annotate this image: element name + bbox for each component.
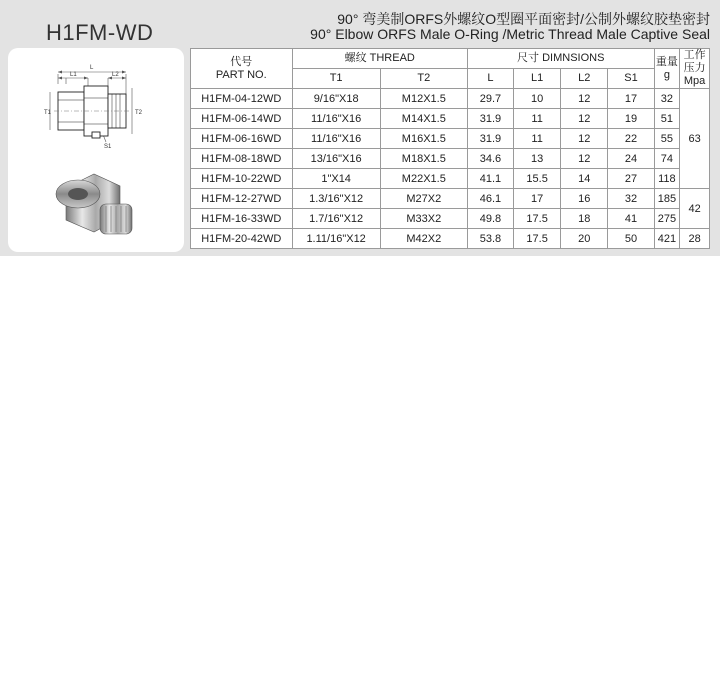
cell-t1: 1"X14 xyxy=(292,169,380,189)
product-figure xyxy=(8,48,184,252)
cell-part: H1FM-12-27WD xyxy=(191,189,293,209)
cell-t2: M12X1.5 xyxy=(380,89,467,109)
table-row xyxy=(191,229,710,249)
cell-l1: 13 xyxy=(514,149,561,169)
cell-part: H1FM-20-42WD xyxy=(191,229,293,249)
cell-pressure: 28 xyxy=(680,229,710,249)
cell-l: 53.8 xyxy=(467,229,513,249)
cell-weight: 51 xyxy=(654,109,680,129)
cell-l2: 16 xyxy=(561,189,608,209)
header-t2: T2 xyxy=(380,69,467,89)
header-l2: L2 xyxy=(561,69,608,89)
header-pressure: 工作 压力 Mpa xyxy=(680,49,710,89)
table-row xyxy=(191,109,710,129)
cell-weight: 32 xyxy=(654,89,680,109)
header-weight: 重量 g xyxy=(654,49,680,89)
cell-t2: M42X2 xyxy=(380,229,467,249)
cell-t2: M33X2 xyxy=(380,209,467,229)
cell-l2: 14 xyxy=(561,169,608,189)
header-dimensions: 尺寸 DIMNSIONS xyxy=(467,49,654,69)
label-T2: T2 xyxy=(135,110,143,116)
table-row xyxy=(191,169,710,189)
label-L1: L1 xyxy=(70,72,77,78)
cell-s1: 19 xyxy=(608,109,654,129)
table-row xyxy=(191,189,710,209)
label-T1: T1 xyxy=(44,110,52,116)
cell-weight: 185 xyxy=(654,189,680,209)
cell-l2: 12 xyxy=(561,149,608,169)
header-s1: S1 xyxy=(608,69,654,89)
cell-weight: 275 xyxy=(654,209,680,229)
cell-weight: 55 xyxy=(654,129,680,149)
header-thread: 螺纹 THREAD xyxy=(292,49,467,69)
table-row xyxy=(191,209,710,229)
cell-t2: M22X1.5 xyxy=(380,169,467,189)
cell-l1: 10 xyxy=(514,89,561,109)
product-title-cn: 90° 弯美制ORFS外螺纹O型圈平面密封/公制外螺纹胶垫密封 xyxy=(337,11,710,27)
cell-s1: 32 xyxy=(608,189,654,209)
cell-weight: 118 xyxy=(654,169,680,189)
cell-l2: 12 xyxy=(561,89,608,109)
cell-t1: 1.7/16"X12 xyxy=(292,209,380,229)
cell-l1: 11 xyxy=(514,129,561,149)
cell-t2: M27X2 xyxy=(380,189,467,209)
cell-l2: 20 xyxy=(561,229,608,249)
cell-l: 46.1 xyxy=(467,189,513,209)
header-part-no: 代号 PART NO. xyxy=(191,49,293,89)
cell-l1: 11 xyxy=(514,109,561,129)
label-L2: L2 xyxy=(112,72,119,78)
cell-l2: 12 xyxy=(561,109,608,129)
cell-l: 34.6 xyxy=(467,149,513,169)
cell-t2: M18X1.5 xyxy=(380,149,467,169)
model-title: H1FM-WD xyxy=(46,20,154,45)
cell-s1: 22 xyxy=(608,129,654,149)
cell-l: 29.7 xyxy=(467,89,513,109)
cell-part: H1FM-16-33WD xyxy=(191,209,293,229)
table-row xyxy=(191,89,710,109)
cell-s1: 41 xyxy=(608,209,654,229)
cell-s1: 17 xyxy=(608,89,654,109)
table-row xyxy=(191,129,710,149)
cell-l2: 12 xyxy=(561,129,608,149)
cell-l2: 18 xyxy=(561,209,608,229)
cell-t1: 1.3/16"X12 xyxy=(292,189,380,209)
cell-l: 31.9 xyxy=(467,109,513,129)
fitting-photo xyxy=(56,174,132,234)
cell-l1: 17.5 xyxy=(514,209,561,229)
cell-s1: 24 xyxy=(608,149,654,169)
cell-weight: 74 xyxy=(654,149,680,169)
cell-part: H1FM-04-12WD xyxy=(191,89,293,109)
cell-weight: 421 xyxy=(654,229,680,249)
cell-l1: 15.5 xyxy=(514,169,561,189)
cell-t1: 11/16"X16 xyxy=(292,109,380,129)
cell-t1: 13/16"X16 xyxy=(292,149,380,169)
product-title-en: 90° Elbow ORFS Male O-Ring /Metric Thread Male Captive Seal xyxy=(310,26,710,42)
header-l: L xyxy=(467,69,513,89)
cell-s1: 27 xyxy=(608,169,654,189)
cell-t1: 9/16"X18 xyxy=(292,89,380,109)
spec-table xyxy=(190,48,710,249)
cell-pressure: 63 xyxy=(680,89,710,189)
cell-l: 49.8 xyxy=(467,209,513,229)
cell-l1: 17.5 xyxy=(514,229,561,249)
cell-part: H1FM-08-18WD xyxy=(191,149,293,169)
header-l1: L1 xyxy=(514,69,561,89)
cell-s1: 50 xyxy=(608,229,654,249)
header-t1: T1 xyxy=(292,69,380,89)
label-L: L xyxy=(90,65,94,71)
cell-l: 41.1 xyxy=(467,169,513,189)
cell-t2: M14X1.5 xyxy=(380,109,467,129)
fitting-drawing xyxy=(8,48,184,252)
table-row xyxy=(191,149,710,169)
cell-pressure: 42 xyxy=(680,189,710,229)
cell-l1: 17 xyxy=(514,189,561,209)
cell-part: H1FM-10-22WD xyxy=(191,169,293,189)
cell-part: H1FM-06-14WD xyxy=(191,109,293,129)
cell-t1: 11/16"X16 xyxy=(292,129,380,149)
label-S1: S1 xyxy=(104,144,112,150)
cell-l: 31.9 xyxy=(467,129,513,149)
cell-t2: M16X1.5 xyxy=(380,129,467,149)
cell-t1: 1.11/16"X12 xyxy=(292,229,380,249)
cell-part: H1FM-06-16WD xyxy=(191,129,293,149)
